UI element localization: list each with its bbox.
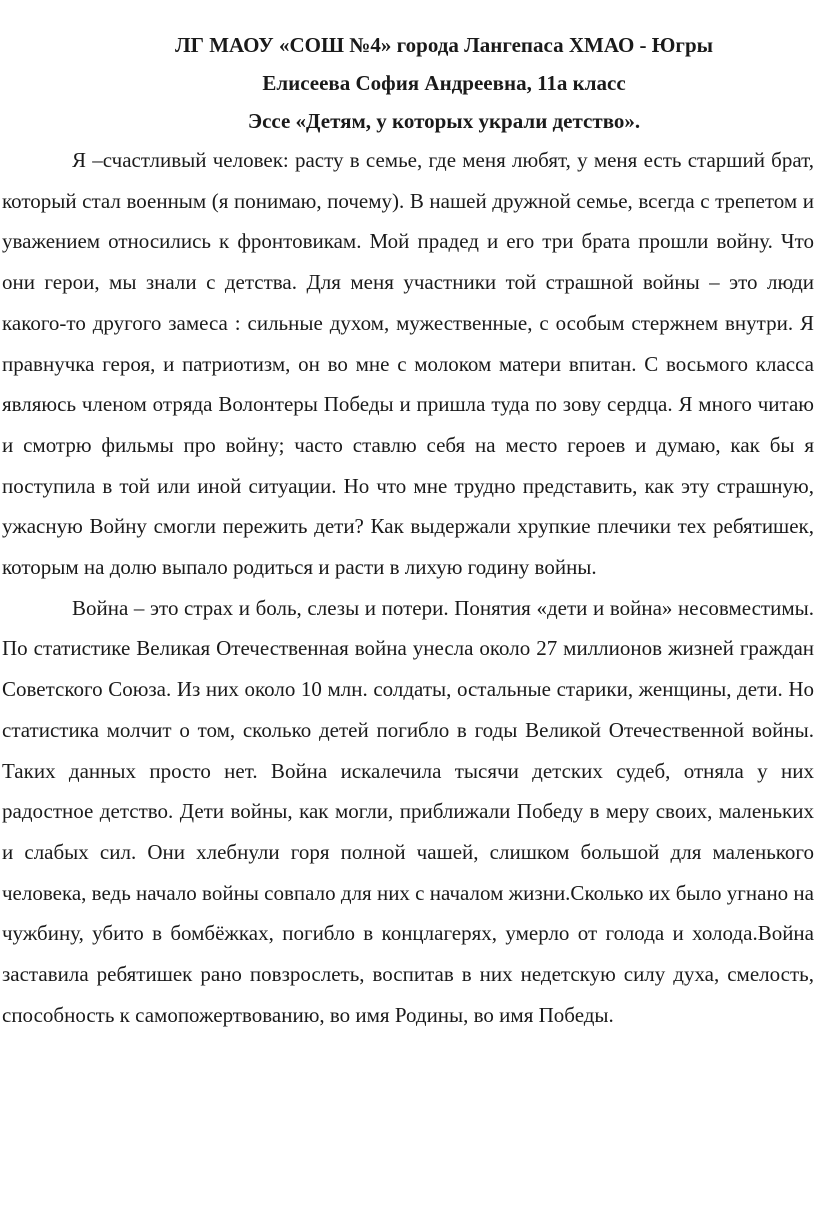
author-heading: Елисеева София Андреевна, 11а класс [262,71,626,95]
paragraph-2: Война – это страх и боль, слезы и потери. Понятия «дети и война» несовместимы. По статистике Великая Отечественная война унесла около 27 миллионов жизней граждан Советского Союза. Из них около 10 млн. солдаты, остальные старики, женщины, дети. Но статистика молчит о том, сколько детей погибло в годы Великой Отечественной войны. Таких данных просто нет. Война искалечила тысячи детских судеб, отняла у них радостное детство. Дети войны, как могли, приближали Победу в меру своих, маленьких и слабых сил. Они хлебнули горя полной чашей, слишком большой для маленького человека, ведь начало войны совпало для них с началом жизни.Сколько их было угнано на чужбину, убито в бомбёжках, погибло в концлагерях, умерло от голода и холода.Война заставила ребятишек рано повзрослеть, воспитав в них недетскую силу духа, смелость, способность к самопожертвованию, во имя Родины, во имя Победы. [2,595,814,1027]
document-header [2,26,814,140]
paragraph-1: Я –счастливый человек: расту в семье, где меня любят, у меня есть старший брат, который стал военным (я понимаю, почему). В нашей дружной семье, всегда с трепетом и уважением относились к фронтовикам. Мой прадед и его три брата прошли войну. Что они герои, мы знали с детства. Для меня участники той страшной войны – это люди какого-то другого замеса : сильные духом, мужественные, с особым стержнем внутри. Я правнучка героя, и патриотизм, он во мне с молоком матери впитан. С восьмого класса являюсь членом отряда Волонтеры Победы и пришла туда по зову сердца. Я много читаю и смотрю фильмы про войну; часто ставлю себя на место героев и думаю, как бы я поступила в той или иной ситуации. Но что мне трудно представить, как эту страшную, ужасную Войну смогли пережить дети? Как выдержали хрупкие плечики тех ребятишек, которым на долю выпало родиться и расти в лихую годину войны. [2,148,814,580]
school-heading: ЛГ МАОУ «СОШ №4» города Лангепаса ХМАО - Югры [174,33,714,57]
essay-title: Эссе «Детям, у которых украли детство». [247,109,641,133]
document-page [0,26,816,1035]
essay-body [2,140,814,1035]
